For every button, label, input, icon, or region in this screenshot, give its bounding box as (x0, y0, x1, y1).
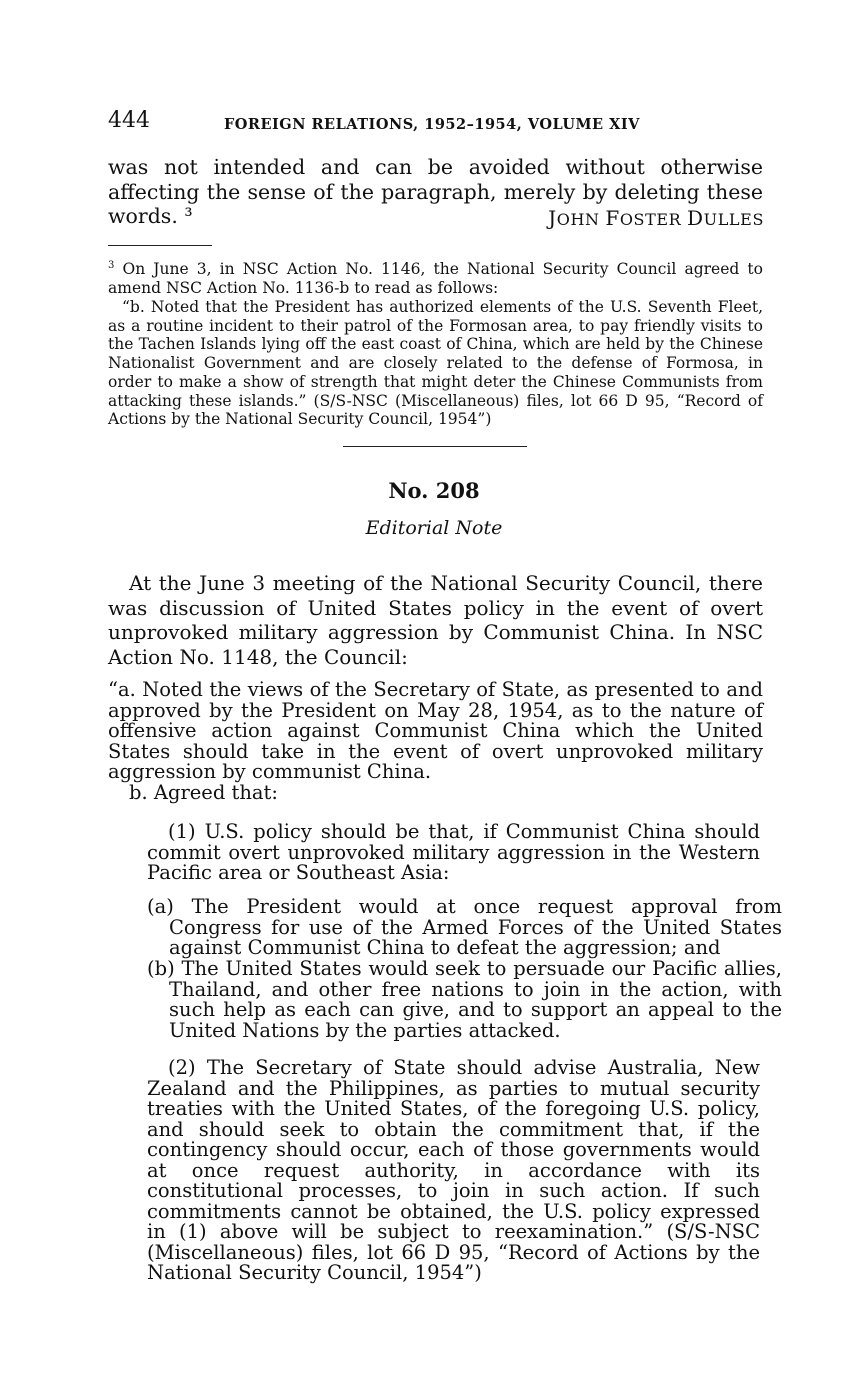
intro-paragraph: At the June 3 meeting of the National Security Council, there was discussion of United States policy in the event of overt unprovoked military aggression by Communist China. In NSC Action No. 1148, the Council: (108, 571, 763, 669)
document-number: No. 208 (388, 478, 480, 503)
footnote-marker: 3 (108, 260, 115, 271)
section-divider (343, 446, 527, 447)
running-head: FOREIGN RELATIONS, 1952–1954, VOLUME XIV (224, 116, 640, 133)
footnote-divider (108, 245, 212, 246)
lead-paragraph: was not intended and can be avoided without otherwise affecting the sense of the paragraph, merely by deleting these words. ³ (108, 155, 763, 228)
quote-item-b: b. Agreed that: (129, 781, 278, 804)
quote-item-a: “a. Noted the views of the Secretary of State, as presented to and approved by the President on May 28, 1954, as to the nature of offensive action against Communist China which the United States should take in the event of overt unprovoked military aggression by communist China. (108, 678, 763, 783)
footnote-3 (108, 257, 763, 298)
page-number: 444 (108, 108, 150, 133)
footnote-text: On June 3, in NSC Action No. 1146, the National Security Council agreed to amend NSC Action No. 1136-b to read as follows: (108, 260, 763, 297)
quote-subitem-a: (a) The President would at once request approval from Congress for use of the Armed Forces of the United States against Communist China to defeat the aggression; and (147, 895, 782, 959)
quote-subitem-b: (b) The United States would seek to persuade our Pacific allies, Thailand, and other free nations to join in the action, with such help as each can give, and to support an appeal to the United Nations by the parties attacked. (147, 957, 782, 1042)
page-header (108, 108, 768, 142)
quote-subitem-1: (1) U.S. policy should be that, if Communist China should commit overt unprovoked military aggression in the Western Pacific area or Southeast Asia: (147, 820, 760, 884)
document-title: Editorial Note (365, 517, 503, 539)
signature: JOHN FOSTER DULLES (548, 206, 764, 230)
quote-subitem-2: (2) The Secretary of State should advise Australia, New Zealand and the Philippines, as parties to mutual security treaties with the United States, of the foregoing U.S. policy, and should seek to obtain the commitment that, if the contingency should occur, each of those governments would at once request authority, in accordance with its constitutional processes, to join in such action. If such commitments cannot be obtained, the U.S. policy expressed in (1) above will be subject to reexamination.” (S/S-NSC (Miscellaneous) files, lot 66 D 95, “Record of Actions by the National Security Council, 1954”) (147, 1056, 760, 1284)
footnote-quote: “b. Noted that the President has authorized elements of the U.S. Seventh Fleet, as a routine incident to their patrol of the Formosan area, to pay friendly visits to the Tachen Islands lying off the east coast of China, which are held by the Chinese Nationalist Government and are closely related to the defense of Formosa, in order to make a show of strength that might deter the Chinese Communists from attacking these islands.” (S/S-NSC (Miscellaneous) files, lot 66 D 95, “Record of Actions by the National Security Council, 1954”) (108, 298, 763, 429)
